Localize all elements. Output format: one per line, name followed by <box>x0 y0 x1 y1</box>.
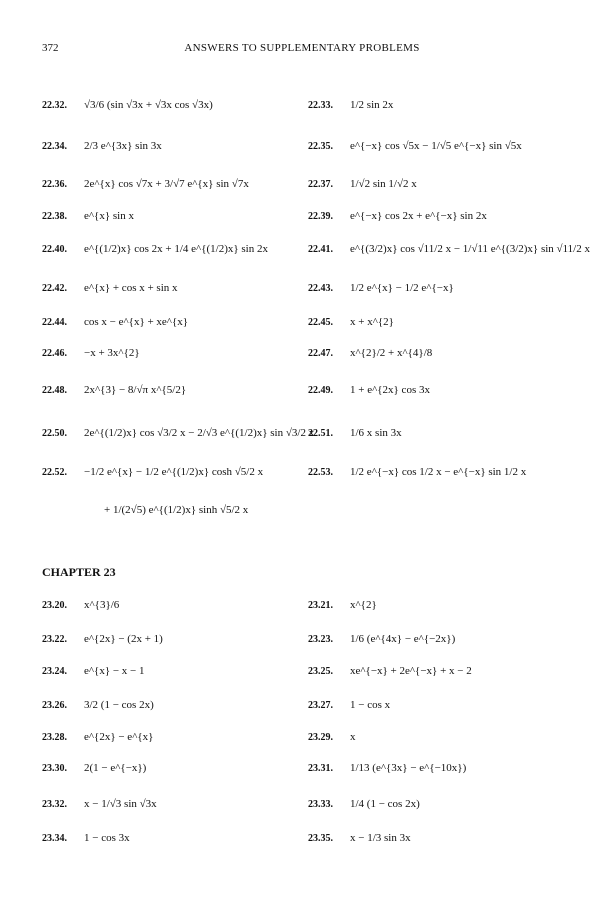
answer-expression: x^{2}/2 + x^{4}/8 <box>350 347 433 359</box>
answer-22-50: 22.50. 2e^{(1/2)x} cos √3/2 x − 2/√3 e^{(1/2)x} sin √3/2 x <box>42 427 315 439</box>
answer-expression: 1/6 (e^{4x} − e^{−2x}) <box>350 633 456 645</box>
answer-expression: xe^{−x} + 2e^{−x} + x − 2 <box>350 665 472 677</box>
answer-expression: 1/2 e^{−x} cos 1/2 x − e^{−x} sin 1/2 x <box>350 466 527 478</box>
answer-22-45: 22.45. x + x^{2} <box>308 316 394 328</box>
answer-22-46: 22.46. −x + 3x^{2} <box>42 347 140 359</box>
answer-23-20: 23.20. x^{3}/6 <box>42 599 120 611</box>
answer-expression: e^{(1/2)x} cos 2x + 1/4 e^{(1/2)x} sin 2x <box>84 243 268 255</box>
answer-23-33: 23.33. 1/4 (1 − cos 2x) <box>308 798 420 810</box>
answer-expression: 1/2 sin 2x <box>350 99 394 111</box>
page-header <box>42 42 562 58</box>
answer-expression: 2x^{3} − 8/√π x^{5/2} <box>84 384 187 396</box>
answer-23-22: 23.22. e^{2x} − (2x + 1) <box>42 633 163 645</box>
answer-22-42: 22.42. e^{x} + cos x + sin x <box>42 282 178 294</box>
answer-expression: x^{2} <box>350 599 377 611</box>
answer-22-37: 22.37. 1/√2 sin 1/√2 x <box>308 178 417 190</box>
answer-expression: x − 1/√3 sin √3x <box>84 798 157 810</box>
answer-expression: 2e^{(1/2)x} cos √3/2 x − 2/√3 e^{(1/2)x} sin √3/2 x <box>84 427 315 439</box>
answer-22-33: 22.33. 1/2 sin 2x <box>308 99 394 111</box>
answer-expression: e^{x} sin x <box>84 210 134 222</box>
answer-expression: 2/3 e^{3x} sin 3x <box>84 140 162 152</box>
answer-22-35: 22.35. e^{−x} cos √5x − 1/√5 e^{−x} sin √5x <box>308 140 522 152</box>
answer-expression: 1 + e^{2x} cos 3x <box>350 384 430 396</box>
answer-expression: 1/6 x sin 3x <box>350 427 402 439</box>
answer-23-34: 23.34. 1 − cos 3x <box>42 832 130 844</box>
answer-expression: 1/2 e^{x} − 1/2 e^{−x} <box>350 282 454 294</box>
answer-expression: 2(1 − e^{−x}) <box>84 762 147 774</box>
answer-expression: e^{−x} cos 2x + e^{−x} sin 2x <box>350 210 487 222</box>
answer-22-34: 22.34. 2/3 e^{3x} sin 3x <box>42 140 162 152</box>
answer-22-52: 22.52. −1/2 e^{x} − 1/2 e^{(1/2)x} cosh √5/2 x <box>42 466 264 478</box>
answer-expression: x^{3}/6 <box>84 599 120 611</box>
answer-22-32: 22.32. √3/6 (sin √3x + √3x cos √3x) <box>42 99 213 111</box>
answer-expression: x + x^{2} <box>350 316 394 328</box>
answer-expression: + 1/(2√5) e^{(1/2)x} sinh √5/2 x <box>104 504 249 516</box>
answer-23-25: 23.25. xe^{−x} + 2e^{−x} + x − 2 <box>308 665 472 677</box>
answer-22-48: 22.48. 2x^{3} − 8/√π x^{5/2} <box>42 384 187 396</box>
answer-expression: e^{2x} − (2x + 1) <box>84 633 163 645</box>
answer-expression: 2e^{x} cos √7x + 3/√7 e^{x} sin √7x <box>84 178 249 190</box>
answer-22-51: 22.51. 1/6 x sin 3x <box>308 427 402 439</box>
answer-23-35: 23.35. x − 1/3 sin 3x <box>308 832 411 844</box>
answer-23-28: 23.28. e^{2x} − e^{x} <box>42 731 154 743</box>
chapter-heading: CHAPTER 23 <box>42 565 116 579</box>
answer-expression: 1/4 (1 − cos 2x) <box>350 798 420 810</box>
answer-expression: 3/2 (1 − cos 2x) <box>84 699 154 711</box>
answer-23-30: 23.30. 2(1 − e^{−x}) <box>42 762 147 774</box>
answer-23-31: 23.31. 1/13 (e^{3x} − e^{−10x}) <box>308 762 467 774</box>
answer-22-49: 22.49. 1 + e^{2x} cos 3x <box>308 384 430 396</box>
answer-22-36: 22.36. 2e^{x} cos √7x + 3/√7 e^{x} sin √7x <box>42 178 249 190</box>
answer-23-26: 23.26. 3/2 (1 − cos 2x) <box>42 699 154 711</box>
answer-22-52-continuation <box>104 490 248 530</box>
answer-expression: 1/√2 sin 1/√2 x <box>350 178 417 190</box>
answer-23-24: 23.24. e^{x} − x − 1 <box>42 665 145 677</box>
answer-expression: x − 1/3 sin 3x <box>350 832 411 844</box>
answer-22-47: 22.47. x^{2}/2 + x^{4}/8 <box>308 347 433 359</box>
answer-expression: −1/2 e^{x} − 1/2 e^{(1/2)x} cosh √5/2 x <box>84 466 264 478</box>
answer-expression: √3/6 (sin √3x + √3x cos √3x) <box>84 99 213 111</box>
answer-22-41: 22.41. e^{(3/2)x} cos √11/2 x − 1/√11 e^{(3/2)x} sin √11/2 x <box>308 243 590 255</box>
answer-23-23: 23.23. 1/6 (e^{4x} − e^{−2x}) <box>308 633 456 645</box>
answer-22-40: 22.40. e^{(1/2)x} cos 2x + 1/4 e^{(1/2)x} sin 2x <box>42 243 268 255</box>
answer-expression: e^{x} − x − 1 <box>84 665 145 677</box>
answer-22-43: 22.43. 1/2 e^{x} − 1/2 e^{−x} <box>308 282 454 294</box>
answer-expression: e^{2x} − e^{x} <box>84 731 154 743</box>
answer-expression: cos x − e^{x} + xe^{x} <box>84 316 189 328</box>
answer-expression: e^{(3/2)x} cos √11/2 x − 1/√11 e^{(3/2)x} sin √11/2 x <box>350 243 590 255</box>
answer-23-32: 23.32. x − 1/√3 sin √3x <box>42 798 157 810</box>
answer-22-39: 22.39. e^{−x} cos 2x + e^{−x} sin 2x <box>308 210 487 222</box>
answer-23-27: 23.27. 1 − cos x <box>308 699 391 711</box>
answer-expression: −x + 3x^{2} <box>84 347 140 359</box>
answer-22-44: 22.44. cos x − e^{x} + xe^{x} <box>42 316 189 328</box>
answer-22-38: 22.38. e^{x} sin x <box>42 210 134 222</box>
answer-22-53: 22.53. 1/2 e^{−x} cos 1/2 x − e^{−x} sin 1/2 x <box>308 466 527 478</box>
answer-expression: e^{−x} cos √5x − 1/√5 e^{−x} sin √5x <box>350 140 522 152</box>
running-title: ANSWERS TO SUPPLEMENTARY PROBLEMS <box>184 42 420 54</box>
answer-expression: 1 − cos 3x <box>84 832 130 844</box>
answer-expression: x <box>350 731 356 743</box>
answer-23-29: 23.29. x <box>308 731 356 743</box>
answer-23-21: 23.21. x^{2} <box>308 599 377 611</box>
answer-expression: 1/13 (e^{3x} − e^{−10x}) <box>350 762 467 774</box>
answer-expression: e^{x} + cos x + sin x <box>84 282 178 294</box>
page-number: 372 <box>42 42 59 54</box>
answer-expression: 1 − cos x <box>350 699 391 711</box>
